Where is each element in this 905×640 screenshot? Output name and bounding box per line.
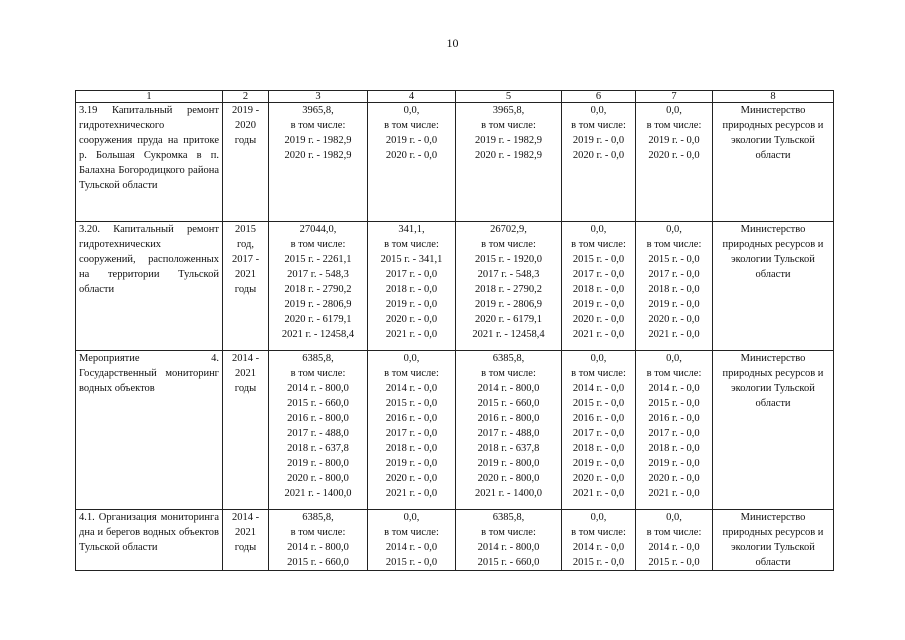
period-cell [223,351,269,510]
funding-line: 2014 г. - 0,0 [648,542,700,553]
table-row [76,351,834,510]
funding-line: 2015 г. - 0,0 [572,398,625,409]
municipal-funding-cell [562,103,636,222]
funding-line: 2018 г. - 0,0 [572,284,625,295]
period-line: годы [234,542,257,553]
funding-line: 0,0, [403,512,420,523]
funding-line: 2021 г. - 12458,4 [472,329,545,340]
funding-line: 2020 г. - 6179,1 [284,314,352,325]
funding-line: 2020 г. - 0,0 [648,473,700,484]
funding-line: 2015 г. - 0,0 [648,254,700,265]
funding-line: 3965,8, [492,105,525,116]
funding-line: 2020 г. - 0,0 [385,314,438,325]
regional-funding-cell [456,510,562,571]
period-line: 2017 - [231,254,260,265]
funding-line: 2017 г. - 488,0 [287,428,349,439]
funding-line: 2019 г. - 1982,9 [284,135,352,146]
funding-line: 0,0, [590,224,607,235]
funding-line: в том числе: [481,368,536,379]
funding-line: 2014 г. - 0,0 [385,542,438,553]
column-number: 6 [562,91,636,103]
funding-line: 2017 г. - 0,0 [385,428,438,439]
funding-line: 2020 г. - 1982,9 [475,150,542,161]
executor-line: экологии Тульской [731,383,815,394]
executor-line: экологии Тульской [731,135,815,146]
table-row [76,103,834,222]
funding-line: 2016 г. - 800,0 [477,413,540,424]
funding-line: 2021 г. - 0,0 [385,329,438,340]
funding-line: 2020 г. - 6179,1 [475,314,542,325]
funding-line: 2015 г. - 660,0 [287,557,349,568]
total-funding-cell [269,510,368,571]
funding-line: 2019 г. - 2806,9 [475,299,542,310]
funding-line: 2014 г. - 800,0 [287,542,349,553]
funding-line: в том числе: [384,120,439,131]
funding-line: 2016 г. - 0,0 [572,413,625,424]
funding-line: 2021 г. - 0,0 [385,488,438,499]
funding-line: 2018 г. - 637,8 [287,443,349,454]
funding-line: 6385,8, [492,512,525,523]
funding-line: 2018 г. - 2790,2 [284,284,352,295]
funding-line: в том числе: [646,120,702,131]
executor-line: природных ресурсов и [722,527,824,538]
funding-line: 2019 г. - 0,0 [648,458,700,469]
period-line: 2020 [235,120,256,131]
executor-line: области [755,398,791,409]
executor-line: области [755,269,791,280]
funding-line: 2021 г. - 1400,0 [284,488,352,499]
extrabudgetary-funding-cell [636,510,713,571]
total-funding-cell [269,103,368,222]
regional-funding-cell [456,351,562,510]
funding-line: в том числе: [571,368,626,379]
extrabudgetary-funding-cell [636,351,713,510]
period-line: 2019 - [231,105,260,116]
funding-line: 2018 г. - 0,0 [385,284,438,295]
column-number: 5 [456,91,562,103]
federal-funding-cell [368,222,456,351]
funding-line: 2015 г. - 660,0 [287,398,349,409]
funding-line: 2020 г. - 800,0 [287,473,349,484]
executor-cell [713,103,834,222]
page-number: 10 [446,36,459,50]
funding-line: 2019 г. - 2806,9 [284,299,352,310]
funding-line: 2017 г. - 0,0 [648,269,700,280]
measure-name: 3.20. Капитальный ремонт гидротехнических сооружений, расположенных на территории Тульской области [76,222,223,351]
funding-line: в том числе: [290,527,346,538]
executor-line: природных ресурсов и [722,368,824,379]
header-row [76,91,834,103]
period-line: годы [234,383,257,394]
funding-line: 0,0, [666,512,682,523]
funding-line: 2019 г. - 800,0 [287,458,349,469]
funding-line: 2017 г. - 548,3 [287,269,349,280]
column-number: 2 [223,91,269,103]
funding-line: 341,1, [398,224,425,235]
funding-line: 2020 г. - 0,0 [385,473,438,484]
executor-cell [713,351,834,510]
executor-line: природных ресурсов и [722,120,824,131]
funding-line: 2015 г. - 0,0 [385,557,438,568]
funding-line: 2014 г. - 0,0 [648,383,700,394]
period-line: 2021 [235,269,256,280]
funding-line: 2018 г. - 0,0 [648,443,700,454]
measure-name: Мероприятие 4. Государственный мониторинг водных объектов [76,351,223,510]
executor-line: области [755,150,791,161]
funding-line: в том числе: [646,527,702,538]
funding-line: 2017 г. - 0,0 [385,269,438,280]
executor-line: природных ресурсов и [722,239,824,250]
funding-line: 2015 г. - 1920,0 [475,254,542,265]
funding-line: 2020 г. - 0,0 [572,314,625,325]
funding-line: 2020 г. - 0,0 [572,473,625,484]
funding-line: 2015 г. - 2261,1 [284,254,352,265]
funding-line: 6385,8, [302,353,334,364]
funding-line: 0,0, [590,353,607,364]
funding-line: в том числе: [571,527,626,538]
funding-line: 2019 г. - 0,0 [385,458,438,469]
period-line: 2015 [235,224,256,235]
funding-line: 2015 г. - 0,0 [648,557,700,568]
column-number: 3 [269,91,368,103]
table-row [76,222,834,351]
funding-line: 2020 г. - 800,0 [477,473,540,484]
funding-line: 2015 г. - 660,0 [477,557,540,568]
funding-line: 2021 г. - 0,0 [648,329,700,340]
federal-funding-cell [368,103,456,222]
funding-line: 2014 г. - 0,0 [572,383,625,394]
funding-line: в том числе: [481,120,536,131]
funding-line: 0,0, [666,105,682,116]
funding-line: в том числе: [571,120,626,131]
funding-line: 2021 г. - 0,0 [572,329,625,340]
funding-line: 2016 г. - 0,0 [385,413,438,424]
funding-line: 2020 г. - 0,0 [385,150,438,161]
funding-line: 6385,8, [302,512,334,523]
column-number: 8 [713,91,834,103]
funding-line: 2017 г. - 488,0 [477,428,540,439]
funding-line: 2018 г. - 0,0 [385,443,438,454]
period-line: 2014 - [231,512,260,523]
measure-name: 3.19 Капитальный ремонт гидротехнического сооружения пруда на притоке р. Большая Сукромка в п. Балахна Богородицкого района Тульской области [76,103,223,222]
funding-line: 2019 г. - 800,0 [477,458,540,469]
funding-line: 2021 г. - 0,0 [572,488,625,499]
federal-funding-cell [368,510,456,571]
funding-line: 2015 г. - 660,0 [477,398,540,409]
funding-line: 2020 г. - 0,0 [648,150,700,161]
period-line: годы [234,284,257,295]
measure-name: 4.1. Организация мониторинга дна и берегов водных объектов Тульской области [76,510,223,571]
funding-line: 2019 г. - 0,0 [648,299,700,310]
funding-line: 0,0, [590,105,607,116]
funding-line: в том числе: [290,120,346,131]
funding-line: 2019 г. - 0,0 [572,299,625,310]
funding-line: в том числе: [290,368,346,379]
funding-line: 2018 г. - 0,0 [648,284,700,295]
column-number: 4 [368,91,456,103]
column-number: 7 [636,91,713,103]
extrabudgetary-funding-cell [636,222,713,351]
funding-line: 2014 г. - 0,0 [572,542,625,553]
funding-line: 2017 г. - 548,3 [477,269,540,280]
municipal-funding-cell [562,510,636,571]
funding-line: 2014 г. - 800,0 [287,383,349,394]
executor-line: экологии Тульской [731,542,815,553]
funding-line: в том числе: [481,527,536,538]
funding-line: 2020 г. - 1982,9 [284,150,352,161]
funding-line: 2017 г. - 0,0 [572,428,625,439]
period-line: 2021 [235,368,256,379]
funding-line: 2015 г. - 0,0 [385,398,438,409]
funding-line: в том числе: [384,239,439,250]
funding-line: 2017 г. - 0,0 [648,428,700,439]
funding-line: 2019 г. - 0,0 [385,299,438,310]
total-funding-cell [269,222,368,351]
extrabudgetary-funding-cell [636,103,713,222]
regional-funding-cell [456,103,562,222]
funding-line: 2018 г. - 2790,2 [475,284,542,295]
funding-line: 2017 г. - 0,0 [572,269,625,280]
funding-line: 2014 г. - 0,0 [385,383,438,394]
period-line: 2014 - [231,353,260,364]
regional-funding-cell [456,222,562,351]
table-row [76,510,834,571]
funding-line: 3965,8, [302,105,334,116]
executor-line: Министерство [740,353,806,364]
funding-line: в том числе: [384,368,439,379]
funding-line: 2020 г. - 0,0 [648,314,700,325]
funding-line: 0,0, [590,512,607,523]
funding-line: 2019 г. - 0,0 [385,135,438,146]
funding-line: 26702,9, [490,224,527,235]
funding-line: 2021 г. - 12458,4 [281,329,355,340]
funding-line: 2019 г. - 0,0 [572,458,625,469]
funding-line: 27044,0, [299,224,337,235]
period-cell [223,222,269,351]
funding-line: 0,0, [666,353,682,364]
funding-line: 0,0, [666,224,682,235]
funding-line: 2015 г. - 0,0 [572,557,625,568]
executor-cell [713,222,834,351]
funding-line: 2018 г. - 0,0 [572,443,625,454]
funding-line: 2019 г. - 0,0 [648,135,700,146]
funding-line: в том числе: [571,239,626,250]
funding-line: 2020 г. - 0,0 [572,150,625,161]
executor-line: области [755,557,791,568]
funding-line: 2021 г. - 0,0 [648,488,700,499]
municipal-funding-cell [562,222,636,351]
period-line: годы [234,135,257,146]
column-number: 1 [76,91,223,103]
funding-line: 2014 г. - 800,0 [477,383,540,394]
funding-line: 2016 г. - 0,0 [648,413,700,424]
funding-line: 2019 г. - 0,0 [572,135,625,146]
executor-line: экологии Тульской [731,254,815,265]
funding-line: в том числе: [384,527,439,538]
funding-line: 6385,8, [492,353,525,364]
period-cell [223,510,269,571]
funding-line: в том числе: [646,368,702,379]
funding-line: в том числе: [481,239,536,250]
period-line: 2021 [235,527,256,538]
funding-line: 0,0, [403,105,420,116]
federal-funding-cell [368,351,456,510]
budget-table [75,90,834,571]
executor-cell [713,510,834,571]
period-line: год, [237,239,254,250]
funding-line: 2015 г. - 0,0 [648,398,700,409]
executor-line: Министерство [740,105,806,116]
funding-line: 2018 г. - 637,8 [477,443,540,454]
funding-line: в том числе: [646,239,702,250]
funding-line: 2015 г. - 341,1 [380,254,443,265]
total-funding-cell [269,351,368,510]
funding-line: 2016 г. - 800,0 [287,413,349,424]
funding-line: 2014 г. - 800,0 [477,542,540,553]
funding-line: 2015 г. - 0,0 [572,254,625,265]
funding-line: 2019 г. - 1982,9 [475,135,542,146]
funding-line: 0,0, [403,353,420,364]
municipal-funding-cell [562,351,636,510]
funding-line: 2021 г. - 1400,0 [475,488,542,499]
funding-line: в том числе: [290,239,346,250]
executor-line: Министерство [740,224,806,235]
period-cell [223,103,269,222]
executor-line: Министерство [740,512,806,523]
